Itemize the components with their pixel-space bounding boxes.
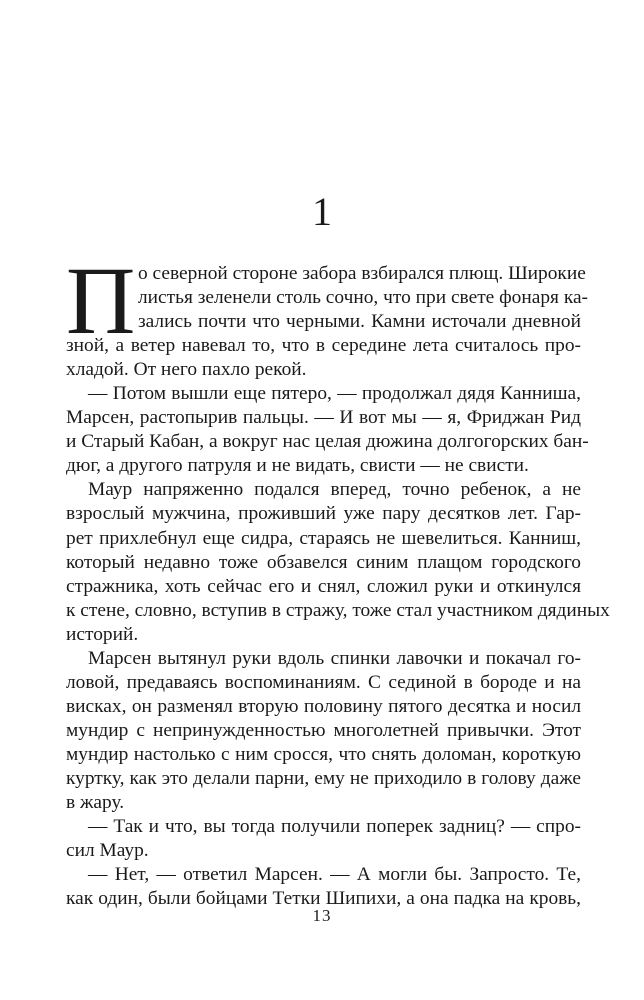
text-line: Маур напряженно подался вперед, точно ребенок, а не: [88, 479, 581, 501]
text-line: в жару.: [66, 792, 125, 814]
body-text: [66, 247, 610, 911]
text-line: — Так и что, вы тогда получили поперек задниц? — спро-: [88, 816, 581, 838]
text-line: зались почти что черными. Камни источали дневной: [138, 311, 581, 333]
text-line: висках, он разменял вторую половину пятого десятка и носил: [66, 695, 581, 717]
text-line: мундир настолько с ним сросся, что снять доломан, короткую: [66, 743, 581, 765]
text-line: дюг, а другого патруля и не видать, свисти — не свисти.: [66, 455, 529, 477]
text-line: взрослый мужчина, проживший уже пару десятков лет. Гар-: [66, 503, 581, 525]
text-line: — Потом вышли еще пятеро, — продолжал дядя Каннишa,: [88, 383, 581, 405]
text-line: и Старый Кабан, а вокруг нас целая дюжина долгогорских бан-: [66, 431, 589, 453]
text-line: стражника, хоть сейчас его и снял, сложил руки и откинулся: [66, 575, 581, 597]
text-line: как один, были бойцами Тетки Шипихи, а она падка на кровь,: [66, 888, 581, 910]
text-line: Марсен, растопырив пальцы. — И вот мы — я, Фриджан Рид: [66, 407, 581, 429]
text-line: Марсен вытянул руки вдоль спинки лавочки и покачал го-: [88, 647, 581, 669]
text-line: рет прихлебнул еще сидра, стараясь не шевелиться. Канниш,: [66, 527, 581, 549]
text-line: историй.: [66, 623, 139, 645]
text-line: куртку, как это делали парни, ему не приходило в голову даже: [66, 767, 581, 789]
text-line: который недавно тоже обзавелся синим плащом городского: [66, 551, 581, 573]
text-line: — Нет, — ответил Марсен. — А могли бы. Запросто. Те,: [88, 864, 581, 886]
text-line: хладой. От него пахло рекой.: [66, 359, 307, 381]
text-line: к стене, словно, вступив в стражу, тоже стал участником дядиных: [66, 599, 610, 621]
text-line: ловой, предаваясь воспоминаниям. С сединой в бороде и на: [66, 671, 581, 693]
text-line: зной, а ветер навевал то, что в середине лета считалось про-: [66, 335, 581, 357]
text-line: листья зеленели столь сочно, что при свете фонаря ка-: [138, 287, 589, 309]
drop-cap: П: [66, 247, 136, 354]
text-line: о северной стороне забора взбирался плющ. Широкие: [138, 263, 586, 284]
page-number: 13: [312, 906, 332, 925]
text-line: сил Маур.: [66, 840, 149, 862]
text-line: мундир с непринужденностью многолетней привычки. Этот: [66, 719, 581, 741]
chapter-number: 1: [312, 189, 332, 234]
